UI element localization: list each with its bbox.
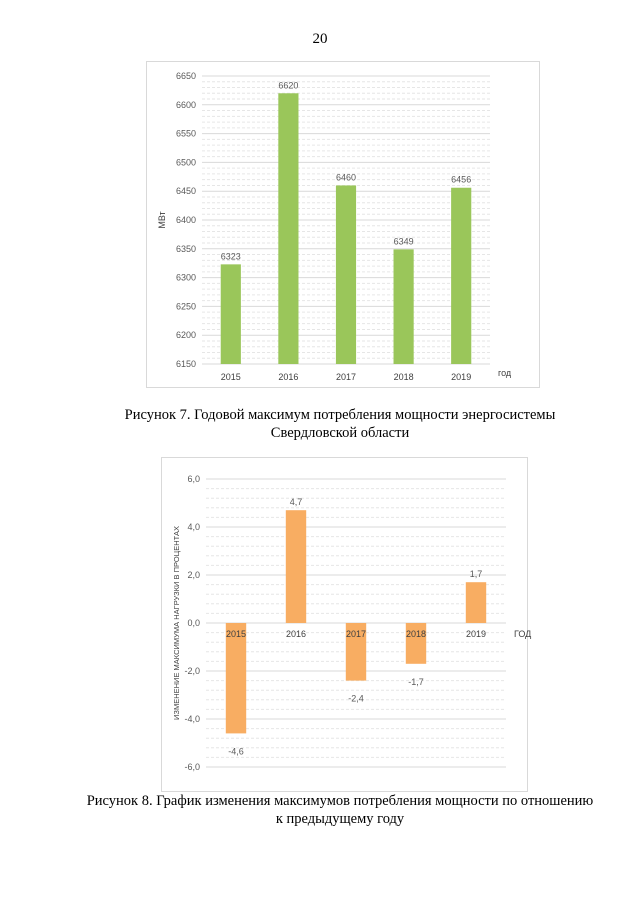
chart-2-bar (286, 510, 306, 623)
chart-2-ytick-label: 2,0 (187, 570, 200, 580)
figure-8-caption (60, 792, 620, 828)
chart-1-data-label: 6349 (393, 236, 414, 247)
chart-1-xaxis-title: год (498, 368, 512, 378)
chart-1-ytick-label: 6500 (175, 157, 196, 168)
chart-1-bar (278, 93, 298, 364)
chart-2-ytick-label: -2,0 (184, 666, 200, 676)
chart-1-ytick-label: 6250 (175, 301, 196, 312)
chart-1-xtick-label: 2017 (335, 372, 357, 382)
chart-2-bar (466, 582, 486, 623)
chart-1-ytick-label: 6600 (175, 99, 196, 110)
chart-2-data-label: -4,6 (228, 746, 244, 757)
chart-2-ytick-label: 4,0 (187, 522, 200, 532)
chart-annual-max-power (146, 61, 540, 388)
chart-1-ytick-label: 6450 (175, 186, 196, 197)
chart-2-data-label: -2,4 (348, 693, 364, 704)
chart-2-xtick-label: 2016 (285, 629, 307, 639)
chart-2-data-label: 4,7 (289, 497, 303, 508)
chart-1-ytick-label: 6300 (175, 272, 196, 283)
chart-1-ytick-label: 6150 (175, 359, 196, 369)
chart-max-change-percent (161, 457, 532, 792)
chart-2-ytick-label: -4,0 (184, 714, 200, 724)
chart-1-data-label: 6460 (335, 172, 357, 183)
chart-2-xaxis-title: ГОД (514, 629, 532, 639)
figure-8-caption-line-2: к предыдущему году (275, 811, 405, 827)
chart-1-yaxis-title: МВт (157, 211, 167, 229)
chart-2-xtick-label: 2018 (405, 629, 427, 639)
chart-2-svg (162, 458, 532, 791)
chart-2-ytick-label: -6,0 (184, 762, 200, 772)
chart-2-yaxis-title: ИЗМЕНЕНИЕ МАКСИМУМА НАГРУЗКИ В ПРОЦЕНТАХ (172, 526, 181, 720)
chart-1-ytick-label: 6550 (175, 128, 196, 139)
chart-2-data-label: -1,7 (408, 676, 424, 687)
figure-7-caption (60, 406, 620, 442)
chart-1-xtick-label: 2016 (278, 372, 299, 382)
chart-1-data-label: 6323 (220, 251, 241, 262)
chart-1-svg (147, 62, 539, 387)
chart-2-xtick-label: 2019 (465, 629, 487, 639)
chart-1-ytick-label: 6200 (175, 330, 196, 341)
chart-1-bar (394, 249, 414, 364)
chart-2-ytick-label: 0,0 (187, 618, 200, 628)
chart-1-xtick-label: 2018 (393, 372, 414, 382)
chart-1-data-label: 6620 (278, 80, 299, 91)
figure-8-caption-line-1: Рисунок 8. График изменения максимумов потребления мощности по отношению (86, 793, 594, 809)
chart-1-ytick-label: 6650 (175, 71, 196, 81)
chart-1-xtick-label: 2015 (220, 372, 241, 382)
figure-7-caption-line-2: Свердловской области (270, 425, 410, 441)
chart-2-ytick-label: 6,0 (187, 474, 200, 484)
chart-2-bar (226, 623, 246, 733)
chart-1-xtick-label: 2019 (451, 372, 472, 382)
figure-7-caption-line-1: Рисунок 7. Годовой максимум потребления мощности энергосистемы (124, 407, 556, 423)
chart-1-ytick-label: 6400 (175, 215, 196, 225)
chart-1-ytick-label: 6350 (175, 243, 196, 254)
chart-2-xtick-label: 2017 (345, 629, 367, 639)
chart-1-bar (336, 185, 356, 364)
chart-1-data-label: 6456 (451, 174, 472, 185)
chart-1-bar (451, 188, 471, 364)
chart-1-bar (221, 264, 241, 364)
chart-2-xtick-label: 2015 (225, 629, 247, 639)
page-number: 20 (312, 31, 328, 47)
chart-2-data-label: 1,7 (469, 569, 483, 580)
